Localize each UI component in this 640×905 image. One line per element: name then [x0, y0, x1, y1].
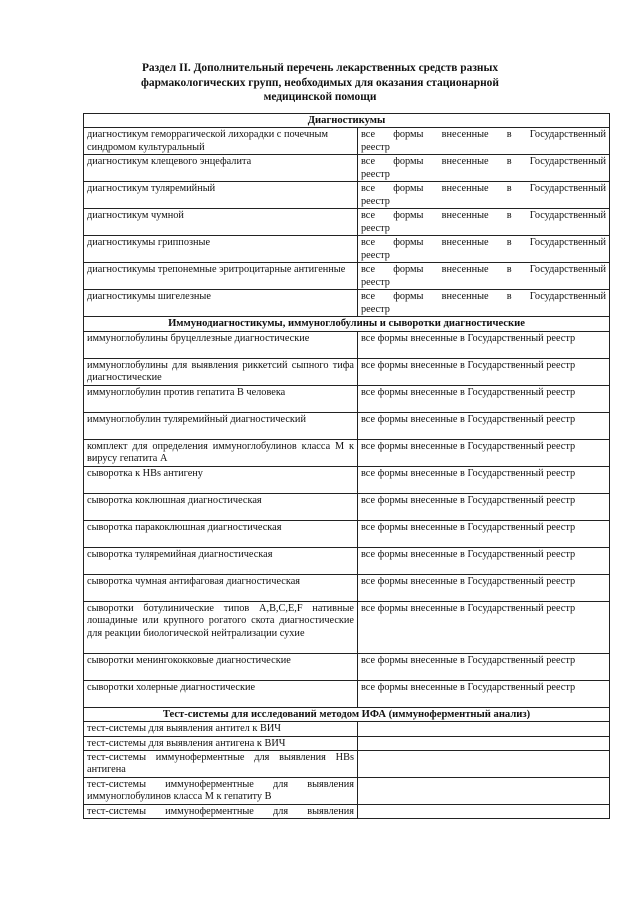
- medicine-name: диагностикумы трепонемные эритроцитарные антигенные: [84, 263, 358, 290]
- table-row: [84, 778, 610, 805]
- table-row: [84, 155, 610, 182]
- table-row: [84, 736, 610, 750]
- medicine-name: комплект для определения иммуноглобулинов класса М к вирусу гепатита А: [84, 439, 358, 466]
- table-row: [84, 412, 610, 439]
- medicine-name: тест-системы для выявления антител к ВИЧ: [84, 722, 358, 736]
- medicine-name: сыворотка к HBs антигену: [84, 466, 358, 493]
- title-line-2: фармакологических групп, необходимых для оказания стационарной: [141, 76, 499, 89]
- medicine-name: тест-системы иммуноферментные для выявления HBs антигена: [84, 751, 358, 778]
- medicine-name: диагностикум туляремийный: [84, 182, 358, 209]
- medicine-name: иммуноглобулин против гепатита В человека: [84, 385, 358, 412]
- dosage-forms: [358, 736, 610, 750]
- table-row: [84, 209, 610, 236]
- medicine-name: иммуноглобулины для выявления риккетсий сыпного тифа диагностические: [84, 358, 358, 385]
- table-row: [84, 439, 610, 466]
- medicine-name: тест-системы иммуноферментные для выявления иммуноглобулинов класса М к гепатиту В: [84, 778, 358, 805]
- medicine-name: иммуноглобулины бруцеллезные диагностические: [84, 331, 358, 358]
- medicine-name: сыворотка чумная антифаговая диагностическая: [84, 574, 358, 601]
- section-heading: Тест-системы для исследований методом ИФА (иммуноферментный анализ): [84, 707, 610, 721]
- dosage-forms: все формы внесенные в Государственный реестр: [358, 466, 610, 493]
- title-line-3: медицинской помощи: [263, 91, 377, 103]
- dosage-forms: все формы внесенные в Государственный реестр: [358, 385, 610, 412]
- section-heading: Диагностикумы: [84, 114, 610, 128]
- table-row: [84, 805, 610, 819]
- medicine-name: диагностикумы гриппозные: [84, 236, 358, 263]
- table-row: [84, 520, 610, 547]
- dosage-forms: все формы внесенные в Государственный реестр: [358, 412, 610, 439]
- dosage-forms: все формы внесенные в Государственный реестр: [358, 236, 610, 263]
- medicine-name: диагностикум клещевого энцефалита: [84, 155, 358, 182]
- table-row: [84, 751, 610, 778]
- dosage-forms: все формы внесенные в Государственный реестр: [358, 574, 610, 601]
- medicine-name: иммуноглобулин туляремийный диагностический: [84, 412, 358, 439]
- dosage-forms: все формы внесенные в Государственный реестр: [358, 263, 610, 290]
- dosage-forms: все формы внесенные в Государственный реестр: [358, 493, 610, 520]
- medicine-name: диагностикумы шигелезные: [84, 290, 358, 317]
- dosage-forms: все формы внесенные в Государственный реестр: [358, 653, 610, 680]
- table-row: [84, 547, 610, 574]
- dosage-forms: все формы внесенные в Государственный реестр: [358, 358, 610, 385]
- section-heading: Иммунодиагностикумы, иммуноглобулины и сыворотки диагностические: [84, 317, 610, 331]
- dosage-forms: все формы внесенные в Государственный реестр: [358, 182, 610, 209]
- table-row: [84, 493, 610, 520]
- table-row: [84, 601, 610, 653]
- table-row: [84, 466, 610, 493]
- dosage-forms: все формы внесенные в Государственный реестр: [358, 520, 610, 547]
- table-row: [84, 331, 610, 358]
- table-row: [84, 574, 610, 601]
- medicine-name: диагностикум геморрагической лихорадки с почечным синдромом культуральный: [84, 128, 358, 155]
- dosage-forms: [358, 751, 610, 778]
- table-row: [84, 182, 610, 209]
- dosage-forms: все формы внесенные в Государственный реестр: [358, 601, 610, 653]
- dosage-forms: [358, 805, 610, 819]
- table-row: [84, 263, 610, 290]
- table-row: [84, 653, 610, 680]
- medicine-name: сыворотка коклюшная диагностическая: [84, 493, 358, 520]
- table-row: [84, 680, 610, 707]
- table-row: [84, 722, 610, 736]
- section-heading-row: [84, 707, 610, 721]
- dosage-forms: все формы внесенные в Государственный реестр: [358, 439, 610, 466]
- medicine-name: сыворотка туляремийная диагностическая: [84, 547, 358, 574]
- medicine-name: сыворотки ботулинические типов A,B,C,E,F нативные лошадиные или крупного рогатого скота диагностические для реакции биологической нейтрализации сухие: [84, 601, 358, 653]
- table-row: [84, 358, 610, 385]
- medicine-name: сыворотка паракоклюшная диагностическая: [84, 520, 358, 547]
- table-row: [84, 128, 610, 155]
- title-line-1: Раздел II. Дополнительный перечень лекарственных средств разных: [141, 62, 499, 74]
- medicine-name: диагностикум чумной: [84, 209, 358, 236]
- document-title: [100, 61, 540, 105]
- dosage-forms: все формы внесенные в Государственный реестр: [358, 331, 610, 358]
- table-row: [84, 290, 610, 317]
- dosage-forms: все формы внесенные в Государственный реестр: [358, 128, 610, 155]
- medicine-name: сыворотки менингококковые диагностические: [84, 653, 358, 680]
- section-heading-row: [84, 114, 610, 128]
- medicine-name: тест-системы для выявления антигена к ВИЧ: [84, 736, 358, 750]
- dosage-forms: [358, 778, 610, 805]
- medicine-name: тест-системы иммуноферментные для выявления: [84, 805, 358, 819]
- dosage-forms: [358, 722, 610, 736]
- dosage-forms: все формы внесенные в Государственный реестр: [358, 547, 610, 574]
- dosage-forms: все формы внесенные в Государственный реестр: [358, 155, 610, 182]
- medicine-name: сыворотки холерные диагностические: [84, 680, 358, 707]
- table-row: [84, 385, 610, 412]
- dosage-forms: все формы внесенные в Государственный реестр: [358, 209, 610, 236]
- dosage-forms: все формы внесенные в Государственный реестр: [358, 680, 610, 707]
- table-row: [84, 236, 610, 263]
- section-heading-row: [84, 317, 610, 331]
- medicines-table: [83, 113, 610, 819]
- dosage-forms: все формы внесенные в Государственный реестр: [358, 290, 610, 317]
